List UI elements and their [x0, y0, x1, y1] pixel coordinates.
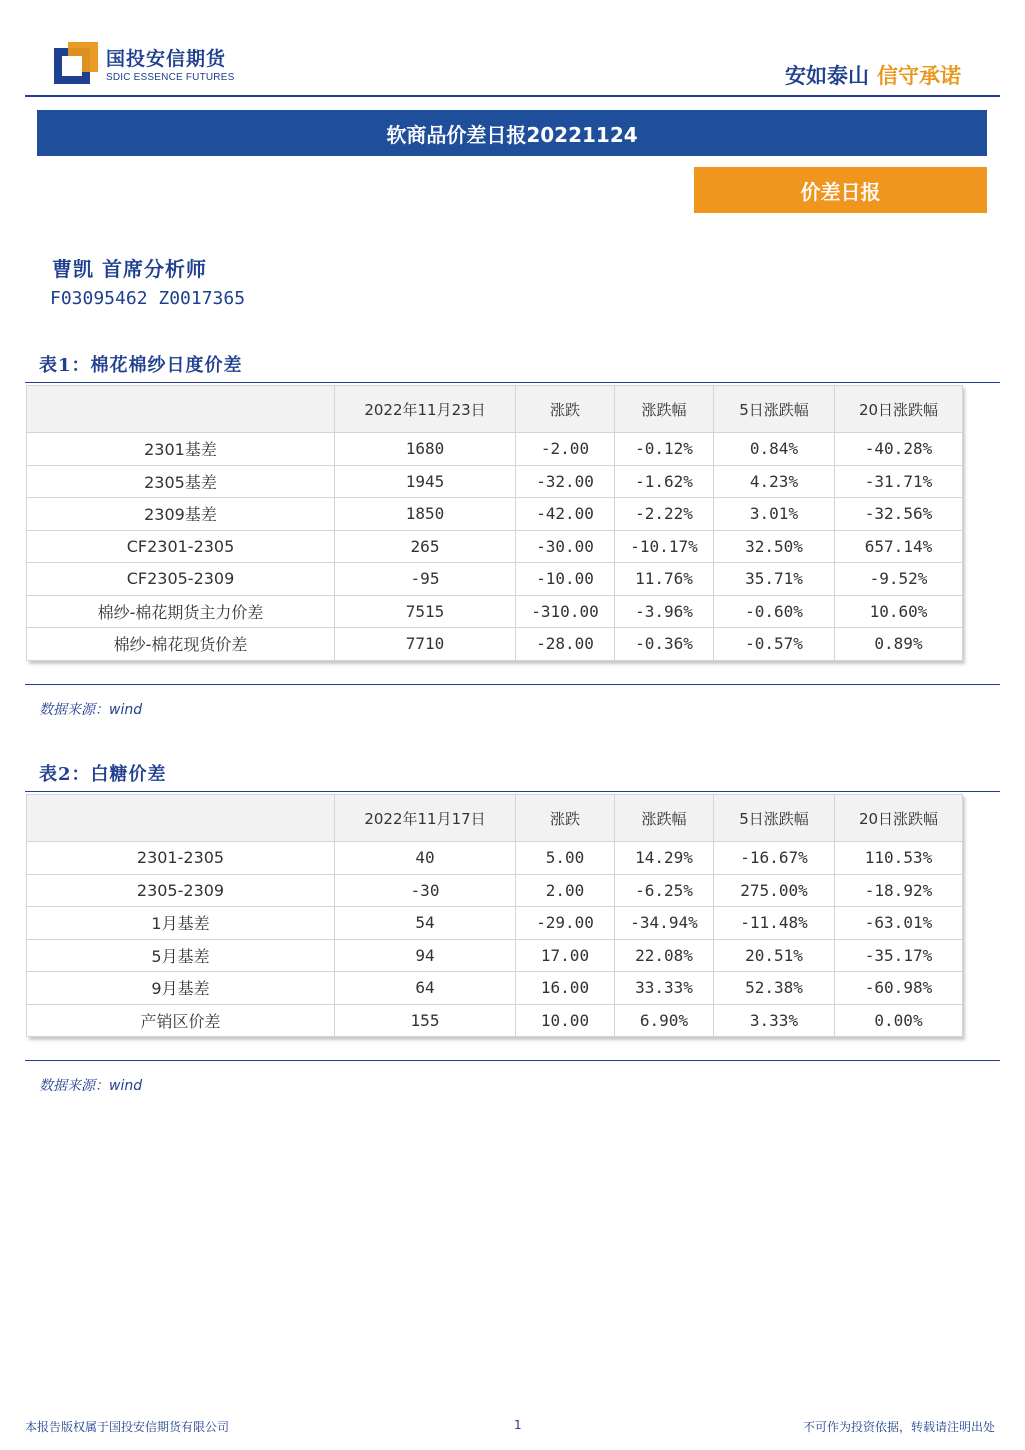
table-row [27, 1004, 963, 1037]
table2-title: 表2：白糖价差 [39, 764, 167, 785]
table-row [27, 907, 963, 940]
analyst-name: 曹凯 首席分析师 [52, 257, 207, 281]
logo-mark-icon [54, 42, 98, 86]
table-cell: 155 [335, 1004, 516, 1037]
column-header: 2022年11月23日 [335, 386, 516, 433]
table-cell: 7515 [335, 595, 516, 628]
table-cell: 54 [335, 907, 516, 940]
row-label-cell: CF2301-2305 [27, 530, 335, 563]
column-header: 20日涨跌幅 [835, 386, 963, 433]
table-cell: -28.00 [516, 628, 615, 661]
column-header: 2022年11月17日 [335, 795, 516, 842]
table-row [27, 972, 963, 1005]
table-cell: -0.36% [615, 628, 714, 661]
row-label-cell: 2305基差 [27, 465, 335, 498]
table-cell: -31.71% [835, 465, 963, 498]
table-row [27, 433, 963, 466]
table-cell: 110.53% [835, 842, 963, 875]
table-cell: -0.60% [714, 595, 835, 628]
column-header: 5日涨跌幅 [714, 795, 835, 842]
table-cell: 10.00 [516, 1004, 615, 1037]
table-cell: 0.89% [835, 628, 963, 661]
logo-en-text: SDIC ESSENCE FUTURES [106, 72, 235, 83]
column-header [27, 386, 335, 433]
table-cell: -42.00 [516, 498, 615, 531]
column-header [27, 795, 335, 842]
table-cell: 1680 [335, 433, 516, 466]
table-cell: 5.00 [516, 842, 615, 875]
table-cell: 52.38% [714, 972, 835, 1005]
table-cell: -1.62% [615, 465, 714, 498]
table-cell: 35.71% [714, 563, 835, 596]
table-cell: -32.00 [516, 465, 615, 498]
table-cell: -35.17% [835, 939, 963, 972]
slogan [785, 60, 961, 90]
footer-copyright: 本报告版权属于国投安信期货有限公司 [25, 1420, 230, 1434]
table-row [27, 530, 963, 563]
table-cell: -10.00 [516, 563, 615, 596]
table-cell: 1850 [335, 498, 516, 531]
table-cell: -40.28% [835, 433, 963, 466]
table2-source: 数据来源：wind [39, 1078, 143, 1094]
table-cell: -29.00 [516, 907, 615, 940]
table-row [27, 628, 963, 661]
table-cell: -3.96% [615, 595, 714, 628]
table-cell: -63.01% [835, 907, 963, 940]
table-row [27, 874, 963, 907]
table2 [26, 794, 963, 1037]
table1 [26, 385, 963, 661]
table-cell: 17.00 [516, 939, 615, 972]
row-label-cell: 2301基差 [27, 433, 335, 466]
table-row [27, 842, 963, 875]
footer-disclaimer: 不可作为投资依据，转载请注明出处 [802, 1420, 995, 1434]
table-cell: -18.92% [835, 874, 963, 907]
table-cell: -2.22% [615, 498, 714, 531]
column-header: 20日涨跌幅 [835, 795, 963, 842]
column-header: 涨跌幅 [615, 386, 714, 433]
company-logo [54, 42, 234, 88]
table-cell: 2.00 [516, 874, 615, 907]
report-title: 软商品价差日报20221124 [37, 110, 987, 156]
table-cell: 4.23% [714, 465, 835, 498]
table-cell: 0.84% [714, 433, 835, 466]
slogan-part1: 安如泰山 [785, 64, 869, 88]
table-cell: -2.00 [516, 433, 615, 466]
row-label-cell: CF2305-2309 [27, 563, 335, 596]
logo-cn-text: 国投安信期货 [106, 48, 227, 70]
row-label-cell: 棉纱-棉花现货价差 [27, 628, 335, 661]
table-row [27, 595, 963, 628]
table-row [27, 563, 963, 596]
header-divider [25, 95, 1000, 97]
table-cell: 3.01% [714, 498, 835, 531]
table-cell: 11.76% [615, 563, 714, 596]
table-cell: 22.08% [615, 939, 714, 972]
column-header: 涨跌 [516, 795, 615, 842]
row-label-cell: 5月基差 [27, 939, 335, 972]
table-cell: 10.60% [835, 595, 963, 628]
table-cell: -6.25% [615, 874, 714, 907]
slogan-part2: 信守承诺 [877, 64, 961, 88]
table-cell: -34.94% [615, 907, 714, 940]
row-label-cell: 2309基差 [27, 498, 335, 531]
table-cell: 20.51% [714, 939, 835, 972]
table-cell: 3.33% [714, 1004, 835, 1037]
table1-source: 数据来源：wind [39, 702, 143, 718]
table-cell: -30.00 [516, 530, 615, 563]
table-cell: 32.50% [714, 530, 835, 563]
table-cell: 94 [335, 939, 516, 972]
table-cell: 1945 [335, 465, 516, 498]
row-label-cell: 1月基差 [27, 907, 335, 940]
column-header: 5日涨跌幅 [714, 386, 835, 433]
table-cell: 14.29% [615, 842, 714, 875]
table-cell: 7710 [335, 628, 516, 661]
row-label-cell: 2305-2309 [27, 874, 335, 907]
table-header-row [27, 386, 963, 433]
report-tag: 价差日报 [694, 167, 987, 213]
table-cell: -0.12% [615, 433, 714, 466]
table-cell: 16.00 [516, 972, 615, 1005]
column-header: 涨跌 [516, 386, 615, 433]
table-cell: 265 [335, 530, 516, 563]
table-cell: 33.33% [615, 972, 714, 1005]
table-cell: -11.48% [714, 907, 835, 940]
table1-title: 表1：棉花棉纱日度价差 [39, 355, 243, 376]
table-cell: 64 [335, 972, 516, 1005]
table-row [27, 465, 963, 498]
table2-top-rule [25, 791, 1000, 792]
table-row [27, 939, 963, 972]
table-cell: 6.90% [615, 1004, 714, 1037]
table-cell: -310.00 [516, 595, 615, 628]
table-cell: -60.98% [835, 972, 963, 1005]
table1-wrapper [26, 385, 962, 661]
table-cell: -16.67% [714, 842, 835, 875]
table-cell: 0.00% [835, 1004, 963, 1037]
table-cell: 657.14% [835, 530, 963, 563]
table-cell: 275.00% [714, 874, 835, 907]
table-cell: 40 [335, 842, 516, 875]
row-label-cell: 棉纱-棉花期货主力价差 [27, 595, 335, 628]
row-label-cell: 产销区价差 [27, 1004, 335, 1037]
table2-wrapper [26, 794, 962, 1037]
table1-top-rule [25, 382, 1000, 383]
table-cell: -10.17% [615, 530, 714, 563]
analyst-ids: F03095462 Z0017365 [50, 288, 246, 309]
row-label-cell: 2301-2305 [27, 842, 335, 875]
table-cell: -9.52% [835, 563, 963, 596]
footer-page-number: 1 [514, 1418, 522, 1432]
table-cell: -95 [335, 563, 516, 596]
table-row [27, 498, 963, 531]
table1-bottom-rule [25, 684, 1000, 685]
column-header: 涨跌幅 [615, 795, 714, 842]
row-label-cell: 9月基差 [27, 972, 335, 1005]
table2-bottom-rule [25, 1060, 1000, 1061]
table-cell: -32.56% [835, 498, 963, 531]
table-cell: -30 [335, 874, 516, 907]
table-header-row [27, 795, 963, 842]
table-cell: -0.57% [714, 628, 835, 661]
